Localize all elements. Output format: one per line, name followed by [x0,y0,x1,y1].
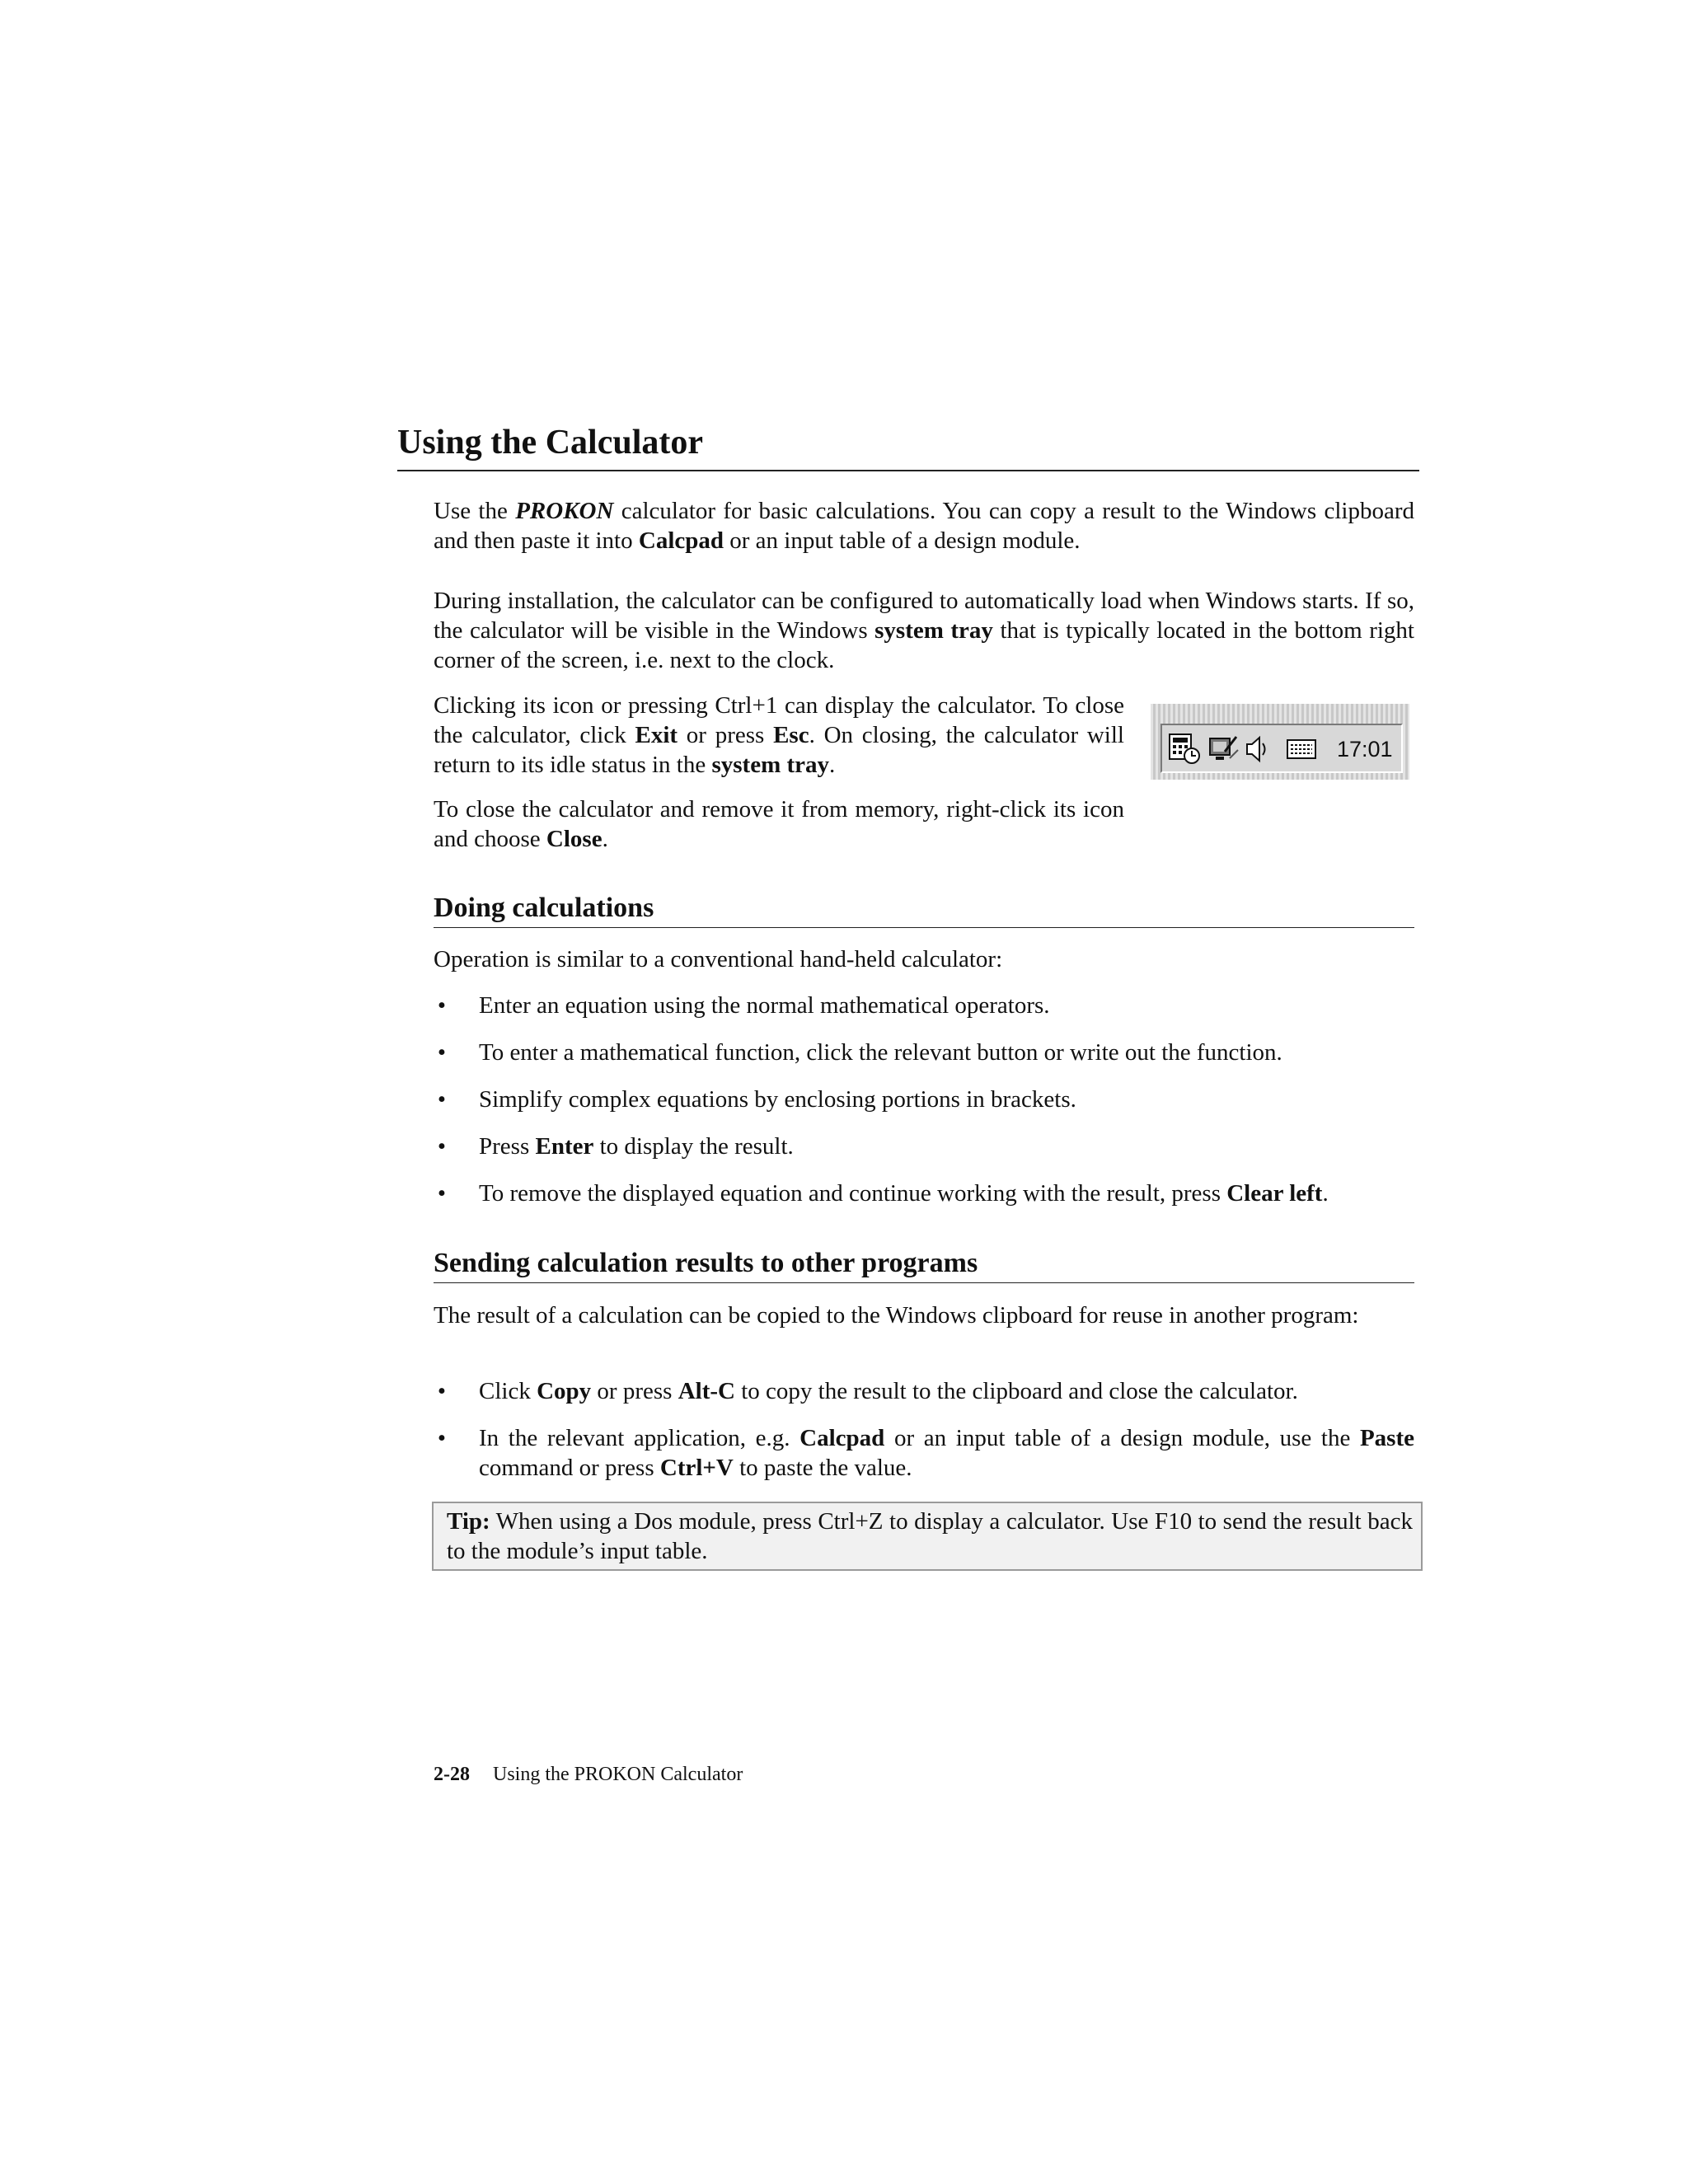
sending-bullet-list [434,1376,1414,1500]
page-footer [434,1764,743,1786]
intro-paragraph-3: Clicking its icon or pressing Ctrl+1 can display the calculator. To close the calculator, click Exit or press Esc. On closing, the calculator will return to its idle status in the system tray. [434,692,1124,778]
section-heading-sending-results: Sending calculation results to other programs [434,1247,1414,1283]
keyboard-icon [1286,733,1319,765]
doing-lead: Operation is similar to a conventional hand-held calculator: [434,946,1003,972]
tray-clock: 17:01 [1337,737,1393,762]
list-item: • In the relevant application, e.g. Calcpad or an input table of a design module, use the Paste command or press Ctrl+V to paste the value. [437,1425,1414,1481]
section-heading-doing-calculations: Doing calculations [434,892,1414,928]
page-number: 2-28 [434,1764,470,1785]
tip-label: Tip: [447,1508,490,1535]
intro-paragraph-2: During installation, the calculator can be configured to automatically load when Windows starts. If so, the calculator will be visible in the Windows system tray that is typically located in the bottom right corner of the screen, i.e. next to the clock. [434,588,1414,673]
speaker-icon [1245,733,1269,765]
intro-paragraph-4: To close the calculator and remove it from memory, right-click its icon and choose Close. [434,796,1124,852]
list-item: • Simplify complex equations by enclosing portions in brackets. [437,1086,1076,1113]
system-tray-area [1160,724,1403,773]
intro-paragraph-1: Use the PROKON calculator for basic calculations. You can copy a result to the Windows clipboard and then paste it into Calcpad or an input table of a design module. [434,498,1414,554]
tip-box [432,1502,1423,1571]
network-monitor-icon [1208,733,1240,765]
calculator-tray-icon [1169,733,1202,765]
list-item: • Press Enter to display the result. [437,1133,794,1160]
system-tray-screenshot [1151,704,1409,780]
list-item: • To enter a mathematical function, click the relevant button or write out the function. [437,1039,1282,1066]
page-title: Using the Calculator [397,422,1419,471]
list-item: • Click Copy or press Alt-C to copy the result to the clipboard and close the calculator. [437,1378,1298,1404]
footer-title: Using the PROKON Calculator [493,1764,743,1785]
list-item: • Enter an equation using the normal mathematical operators. [437,992,1050,1019]
list-item: • To remove the displayed equation and continue working with the result, press Clear left. [437,1180,1329,1207]
tip-text: When using a Dos module, press Ctrl+Z to display a calculator. Use F10 to send the result back to the module’s input table. [447,1508,1413,1564]
doing-bullet-list [434,991,1414,1226]
sending-lead: The result of a calculation can be copied to the Windows clipboard for reuse in another program: [434,1302,1359,1329]
